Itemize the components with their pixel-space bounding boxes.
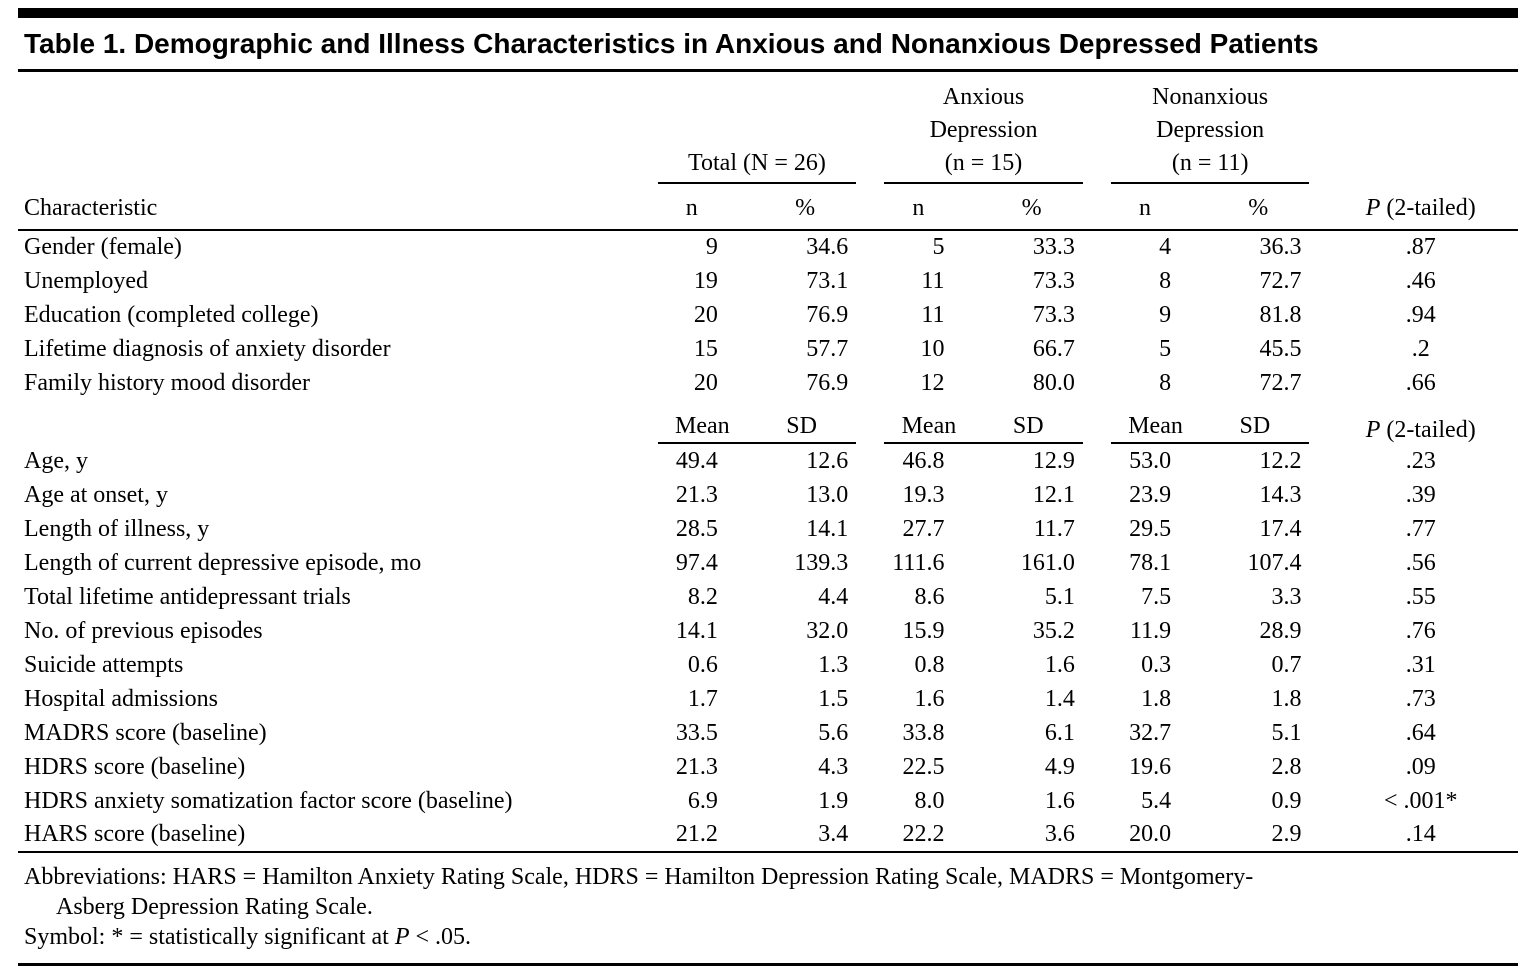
cell-value: 53.0: [1129, 447, 1172, 474]
cell-value: 11.7: [1033, 515, 1075, 542]
row-label: Education (completed college): [24, 301, 319, 328]
cell-value: 81.8: [1259, 301, 1302, 328]
table-row: [18, 580, 1518, 614]
footnotes: [18, 853, 1518, 963]
cell-value: 0.9: [1271, 787, 1302, 814]
cell-pvalue: .77: [1405, 515, 1436, 542]
col-header-p: [1323, 184, 1518, 230]
cell-value: 19: [693, 267, 718, 294]
cell-value: 139.3: [794, 549, 849, 576]
group-header-total: [644, 72, 871, 184]
col-header-n: n: [1097, 184, 1193, 230]
table-row: [18, 332, 1518, 366]
cell-value: 12.2: [1259, 447, 1302, 474]
cell-value: 6.1: [1044, 719, 1075, 746]
table-row: [18, 750, 1518, 784]
col-header-n: n: [870, 184, 966, 230]
table-title: Table 1. Demographic and Illness Characteristics in Anxious and Nonanxious Depressed Patients: [24, 28, 1319, 59]
cell-value: 12: [920, 369, 945, 396]
cell-value: 76.9: [806, 369, 849, 396]
cell-value: 21.3: [675, 753, 718, 780]
cell-value: 5.6: [818, 719, 849, 746]
mean-sd-header-spacer: [18, 400, 644, 444]
cell-value: 3.4: [740, 818, 870, 852]
cell-pvalue: .31: [1405, 651, 1436, 678]
row-label: Gender (female): [24, 234, 182, 260]
cell-value: 28.5: [675, 515, 718, 542]
row-label: Age, y: [24, 447, 88, 474]
cell-pvalue: .87: [1405, 234, 1436, 260]
cell-value: 78.1: [1129, 549, 1172, 576]
cell-pvalue: .55: [1405, 583, 1436, 610]
cell-value: 8: [1159, 267, 1172, 294]
cell-pvalue: .66: [1405, 369, 1436, 396]
col-header-characteristic: Characteristic: [18, 184, 644, 230]
cell-value: 1.6: [1044, 787, 1075, 814]
table-row: [18, 444, 1518, 478]
cell-value: 5.1: [1044, 583, 1075, 610]
table-row: [18, 546, 1518, 580]
cell-value: 8.0: [914, 787, 945, 814]
cell-value: 12.1: [1032, 481, 1075, 508]
table-row: [18, 230, 1518, 264]
cell-value: 1.7: [687, 685, 718, 712]
cell-value: 1.8: [1271, 685, 1302, 712]
cell-value: 0.8: [914, 651, 945, 678]
cell-value: 33.8: [902, 719, 945, 746]
cell-pvalue: < .001*: [1383, 787, 1458, 814]
col-header-pct: %: [967, 184, 1097, 230]
cell-value: 76.9: [806, 301, 849, 328]
cell-value: 1.5: [818, 685, 849, 712]
group-header-anxious-line3: (n = 15): [944, 150, 1023, 176]
cell-value: 1.4: [1044, 685, 1075, 712]
cell-value: 80.0: [1032, 369, 1075, 396]
cell-value: 11: [921, 301, 945, 328]
table-row: [18, 784, 1518, 818]
cell-value: 20: [693, 369, 718, 396]
cell-value: 1.6: [914, 685, 945, 712]
mean-sd-header-anxious: [870, 400, 1097, 444]
cell-value: 46.8: [902, 447, 945, 474]
cell-value: 33.5: [675, 719, 718, 746]
cell-value: 20: [693, 301, 718, 328]
footnote-symbol-p: P: [394, 924, 410, 950]
cell-value: 33.3: [1032, 234, 1075, 260]
row-label: Family history mood disorder: [24, 369, 310, 396]
table-row: [18, 818, 1518, 852]
cell-value: 19.3: [902, 481, 945, 508]
col-header-n: n: [644, 184, 740, 230]
cell-value: 4.4: [818, 583, 849, 610]
cell-pvalue: .64: [1405, 719, 1436, 746]
cell-value: 107.4: [1247, 549, 1302, 576]
mean-sd-header-row: [18, 400, 1518, 444]
row-label: Age at onset, y: [24, 481, 168, 508]
cell-value: 8.6: [914, 583, 945, 610]
row-label: Length of current depressive episode, mo: [24, 549, 422, 576]
group-header-nonanxious-line3: (n = 11): [1171, 150, 1249, 176]
p-label-rest: (2-tailed): [1380, 195, 1476, 221]
cell-value: 34.6: [806, 234, 849, 260]
cell-pvalue: .14: [1323, 818, 1518, 852]
table-row: [18, 264, 1518, 298]
footnote-symbol-text: Symbol: * = statistically significant at: [24, 924, 395, 950]
p-label: P: [1365, 195, 1381, 221]
group-header-anxious: [870, 72, 1097, 184]
table-row: [18, 648, 1518, 682]
p-label: P: [1365, 417, 1381, 443]
cell-value: 20.0: [1097, 818, 1193, 852]
group-header-nonanxious-line1: Nonanxious: [1152, 84, 1269, 110]
row-label: MADRS score (baseline): [24, 719, 267, 746]
col-header-p: [1323, 400, 1518, 444]
table-row: [18, 512, 1518, 546]
cell-pvalue: .56: [1405, 549, 1436, 576]
cell-value: 21.2: [644, 818, 740, 852]
group-header-p-spacer: [1323, 72, 1518, 184]
cell-pvalue: .73: [1405, 685, 1436, 712]
group-header-row: [18, 72, 1518, 184]
cell-value: 32.7: [1129, 719, 1172, 746]
row-label: Length of illness, y: [24, 515, 210, 542]
cell-value: 22.5: [902, 753, 945, 780]
table-row: [18, 716, 1518, 750]
table-row: [18, 614, 1518, 648]
cell-value: 14.1: [675, 617, 718, 644]
cell-value: 4.3: [818, 753, 849, 780]
table-row: [18, 366, 1518, 400]
group-header-spacer: [18, 72, 644, 184]
cell-value: 0.7: [1271, 651, 1302, 678]
cell-value: 73.3: [1032, 267, 1075, 294]
top-rule: [18, 8, 1518, 18]
cell-value: 49.4: [675, 447, 718, 474]
cell-value: 35.2: [1032, 617, 1075, 644]
col-header-sd: SD: [1239, 413, 1271, 439]
p-label-rest: (2-tailed): [1380, 417, 1476, 443]
cell-value: 32.0: [806, 617, 849, 644]
cell-value: 8: [1159, 369, 1172, 396]
col-header-pct: %: [1193, 184, 1323, 230]
col-header-mean: Mean: [901, 413, 957, 439]
table-row: [18, 478, 1518, 512]
footnote-abbreviations-line2: Asberg Depression Rating Scale.: [56, 894, 373, 920]
cell-pvalue: .2: [1411, 335, 1430, 362]
cell-value: 161.0: [1020, 549, 1075, 576]
cell-pvalue: .39: [1405, 481, 1436, 508]
bottom-rule: [18, 963, 1518, 966]
cell-value: 5: [932, 234, 945, 260]
cell-value: 4: [1159, 234, 1172, 260]
col-header-mean: Mean: [1128, 413, 1183, 439]
row-label: Lifetime diagnosis of anxiety disorder: [24, 335, 391, 362]
cell-pvalue: .09: [1405, 753, 1436, 780]
table-row: [18, 298, 1518, 332]
cell-value: 111.6: [892, 549, 945, 576]
footnote-abbreviations-line1: Abbreviations: HARS = Hamilton Anxiety Rating Scale, HDRS = Hamilton Depression Rating Scale, MADRS = Montgomery-: [24, 864, 1254, 890]
cell-value: 3.6: [967, 818, 1097, 852]
cell-value: 97.4: [675, 549, 718, 576]
cell-value: 45.5: [1259, 335, 1302, 362]
cell-value: 19.6: [1129, 753, 1172, 780]
row-label: Suicide attempts: [24, 651, 184, 678]
group-header-nonanxious-line2: Depression: [1156, 117, 1265, 143]
demographics-table: [18, 72, 1518, 853]
cell-value: 11.9: [1130, 617, 1172, 644]
footnote-symbol: [24, 922, 1512, 952]
col-header-sd: SD: [786, 413, 817, 439]
mean-sd-header-total: [644, 400, 871, 444]
col-header-sd: SD: [1012, 413, 1044, 439]
cell-value: 23.9: [1129, 481, 1172, 508]
cell-value: 6.9: [687, 787, 718, 814]
row-label: HDRS anxiety somatization factor score (baseline): [24, 787, 513, 814]
group-header-total-label: Total (N = 26): [688, 150, 826, 176]
cell-value: 5: [1159, 335, 1172, 362]
footnote-symbol-tail: < .05.: [409, 924, 472, 950]
cell-value: 28.9: [1259, 617, 1302, 644]
cell-value: 0.6: [687, 651, 718, 678]
col-header-pct: %: [740, 184, 870, 230]
cell-value: 14.3: [1259, 481, 1302, 508]
cell-value: 12.6: [806, 447, 849, 474]
cell-value: 17.4: [1259, 515, 1302, 542]
group-header-nonanxious: [1097, 72, 1324, 184]
cell-value: 14.1: [806, 515, 849, 542]
group-header-anxious-line2: Depression: [929, 117, 1038, 143]
cell-value: 11: [921, 267, 945, 294]
cell-value: 0.3: [1141, 651, 1172, 678]
cell-value: 2.9: [1193, 818, 1323, 852]
row-label: Total lifetime antidepressant trials: [24, 583, 351, 610]
col-header-mean: Mean: [674, 413, 730, 439]
table-row: [18, 682, 1518, 716]
cell-value: 8.2: [687, 583, 718, 610]
cell-value: 73.3: [1032, 301, 1075, 328]
cell-value: 57.7: [806, 335, 849, 362]
cell-value: 1.8: [1141, 685, 1172, 712]
cell-value: 3.3: [1271, 583, 1302, 610]
cell-value: 13.0: [806, 481, 849, 508]
cell-pvalue: .46: [1405, 267, 1436, 294]
cell-value: 9: [1159, 301, 1172, 328]
cell-value: 27.7: [902, 515, 945, 542]
cell-value: 15: [693, 335, 718, 362]
cell-value: 4.9: [1044, 753, 1075, 780]
cell-value: 1.6: [1044, 651, 1075, 678]
cell-value: 66.7: [1032, 335, 1075, 362]
mean-sd-header-nonanxious: [1097, 400, 1324, 444]
cell-pvalue: .76: [1405, 617, 1436, 644]
column-header-row: [18, 184, 1518, 230]
row-label: Unemployed: [24, 267, 148, 294]
cell-value: 29.5: [1129, 515, 1172, 542]
cell-value: 7.5: [1141, 583, 1172, 610]
cell-value: 5.4: [1141, 787, 1172, 814]
cell-value: 1.9: [818, 787, 849, 814]
cell-value: 36.3: [1259, 234, 1302, 260]
cell-value: 9: [705, 234, 718, 260]
cell-value: 73.1: [806, 267, 849, 294]
cell-value: 1.3: [818, 651, 849, 678]
cell-value: 12.9: [1032, 447, 1075, 474]
row-label: Hospital admissions: [24, 685, 219, 712]
row-label: HDRS score (baseline): [24, 753, 246, 780]
cell-pvalue: .94: [1405, 301, 1436, 328]
cell-value: 15.9: [902, 617, 945, 644]
cell-value: 22.2: [870, 818, 966, 852]
cell-value: 72.7: [1259, 369, 1302, 396]
cell-pvalue: .23: [1405, 447, 1436, 474]
cell-value: 5.1: [1271, 719, 1302, 746]
cell-value: 72.7: [1259, 267, 1302, 294]
row-label: No. of previous episodes: [24, 617, 263, 644]
group-header-anxious-line1: Anxious: [942, 84, 1025, 110]
cell-value: 2.8: [1271, 753, 1302, 780]
cell-value: 10: [920, 335, 945, 362]
cell-value: 21.3: [675, 481, 718, 508]
row-label: HARS score (baseline): [18, 818, 644, 852]
